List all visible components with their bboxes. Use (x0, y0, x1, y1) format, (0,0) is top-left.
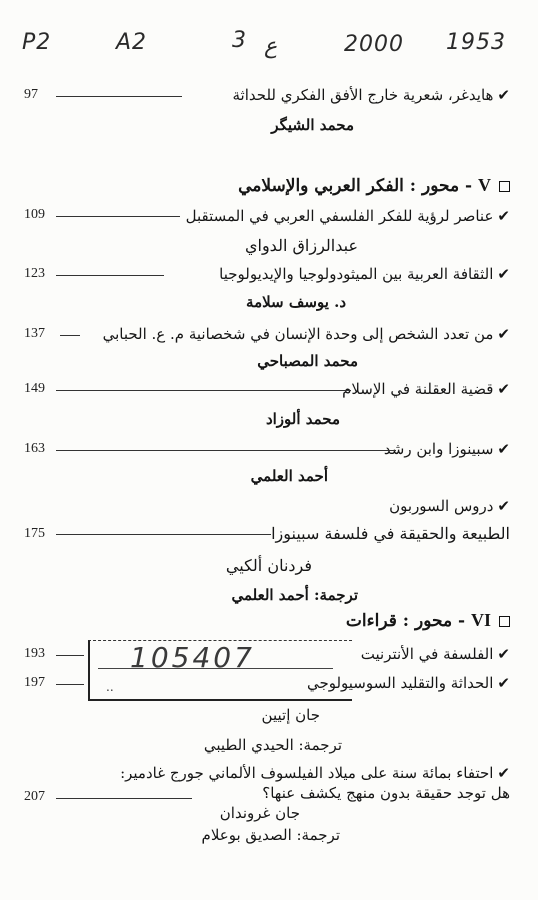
toc-entry-title: ✔دروس السوربون (389, 497, 510, 515)
toc-entry-title: ✔هايدغر، شعرية خارج الأفق الفكري للحداثة (232, 86, 510, 104)
checkbox-icon (499, 616, 510, 627)
toc-entry-title: ✔من تعدد الشخص إلى وحدة الإنسان في شخصانية م. ع. الحبابي (102, 325, 510, 343)
handwritten-note-1953: 1953 (446, 30, 506, 55)
author-name: محمد المصباحي (257, 352, 358, 370)
stamp-accession-number: 105407 (130, 641, 255, 674)
author-name: فردنان ألكيي (225, 556, 312, 575)
dot-leader (56, 534, 271, 535)
author-name: محمد ألوزاد (265, 410, 340, 428)
check-mark-icon: ✔ (497, 674, 510, 692)
page-number: 97 (24, 87, 38, 102)
page-number: 163 (24, 441, 45, 456)
dot-leader (56, 450, 396, 451)
dot-leader (56, 390, 351, 391)
dot-leader (56, 655, 84, 656)
check-mark-icon: ✔ (497, 265, 510, 283)
page-number: 109 (24, 207, 45, 222)
handwritten-note-p2: P2 (22, 30, 52, 55)
handwritten-note-2000: 2000 (344, 32, 404, 57)
author-name: أحمد العلمي (250, 467, 328, 485)
translator-name: ترجمة: أحمد العلمي (231, 586, 358, 604)
translator-name: ترجمة: الحيدي الطيبي (203, 736, 342, 754)
dot-leader (56, 275, 164, 276)
check-mark-icon: ✔ (497, 497, 510, 515)
toc-entry-title: ✔الثقافة العربية بين الميثودولوجيا والإيديولوجيا (219, 265, 510, 283)
handwritten-note-a2: A2 (116, 30, 148, 55)
toc-entry-title: ✔الفلسفة في الأنترنيت (360, 645, 510, 663)
author-name: عبدالرزاق الدواي (244, 236, 358, 255)
dot-leader (56, 216, 180, 217)
check-mark-icon: ✔ (497, 645, 510, 663)
author-name: د. يوسف سلامة (246, 293, 346, 311)
toc-entry-title: ✔عناصر لرؤية للفكر الفلسفي العربي في المستقبل (185, 207, 510, 225)
check-mark-icon: ✔ (497, 325, 510, 343)
toc-entry-title: ✔الحداثة والتقليد السوسيولوجي (306, 674, 510, 692)
page-number: 197 (24, 675, 45, 690)
check-mark-icon: ✔ (497, 207, 510, 225)
page-number: 207 (24, 789, 45, 804)
toc-entry-title: ✔سبينوزا وابن رشد (383, 440, 510, 458)
check-mark-icon: ✔ (497, 380, 510, 398)
handwritten-note-3: 3 (232, 28, 247, 53)
author-name: محمد الشيگر (271, 116, 354, 134)
check-mark-icon: ✔ (497, 440, 510, 458)
dot-leader (60, 335, 80, 336)
author-name: جان غروندان (219, 804, 300, 822)
section-heading-v: V - محور : الفكر العربي والإسلامي (238, 175, 510, 196)
toc-entry-title: ✔احتفاء بمائة سنة على ميلاد الفيلسوف الألماني جورج غادمير: (120, 764, 510, 782)
dot-leader (56, 798, 192, 799)
page-number: 137 (24, 326, 45, 341)
toc-entry-subtitle: الطبيعة والحقيقة في فلسفة سبينوزا (271, 524, 510, 543)
toc-entry-title: ✔قضية العقلنة في الإسلام (342, 380, 510, 398)
page-number: 123 (24, 266, 45, 281)
section-heading-vi: VI - محور : قراءات (346, 610, 510, 631)
page-number: 149 (24, 381, 45, 396)
check-mark-icon: ✔ (497, 764, 510, 782)
stamp-dots: .. (106, 680, 114, 694)
translator-name: ترجمة: الصديق بوعلام (201, 826, 340, 844)
page-number: 193 (24, 646, 45, 661)
handwritten-note-ain: ع (264, 34, 278, 59)
dot-leader (56, 96, 182, 97)
checkbox-icon (499, 181, 510, 192)
author-name: جان إتيين (261, 706, 320, 724)
toc-entry-subtitle: هل توجد حقيقة بدون منهج يكشف عنها؟ (262, 784, 510, 802)
page-number: 175 (24, 526, 45, 541)
check-mark-icon: ✔ (497, 86, 510, 104)
dot-leader (56, 684, 84, 685)
